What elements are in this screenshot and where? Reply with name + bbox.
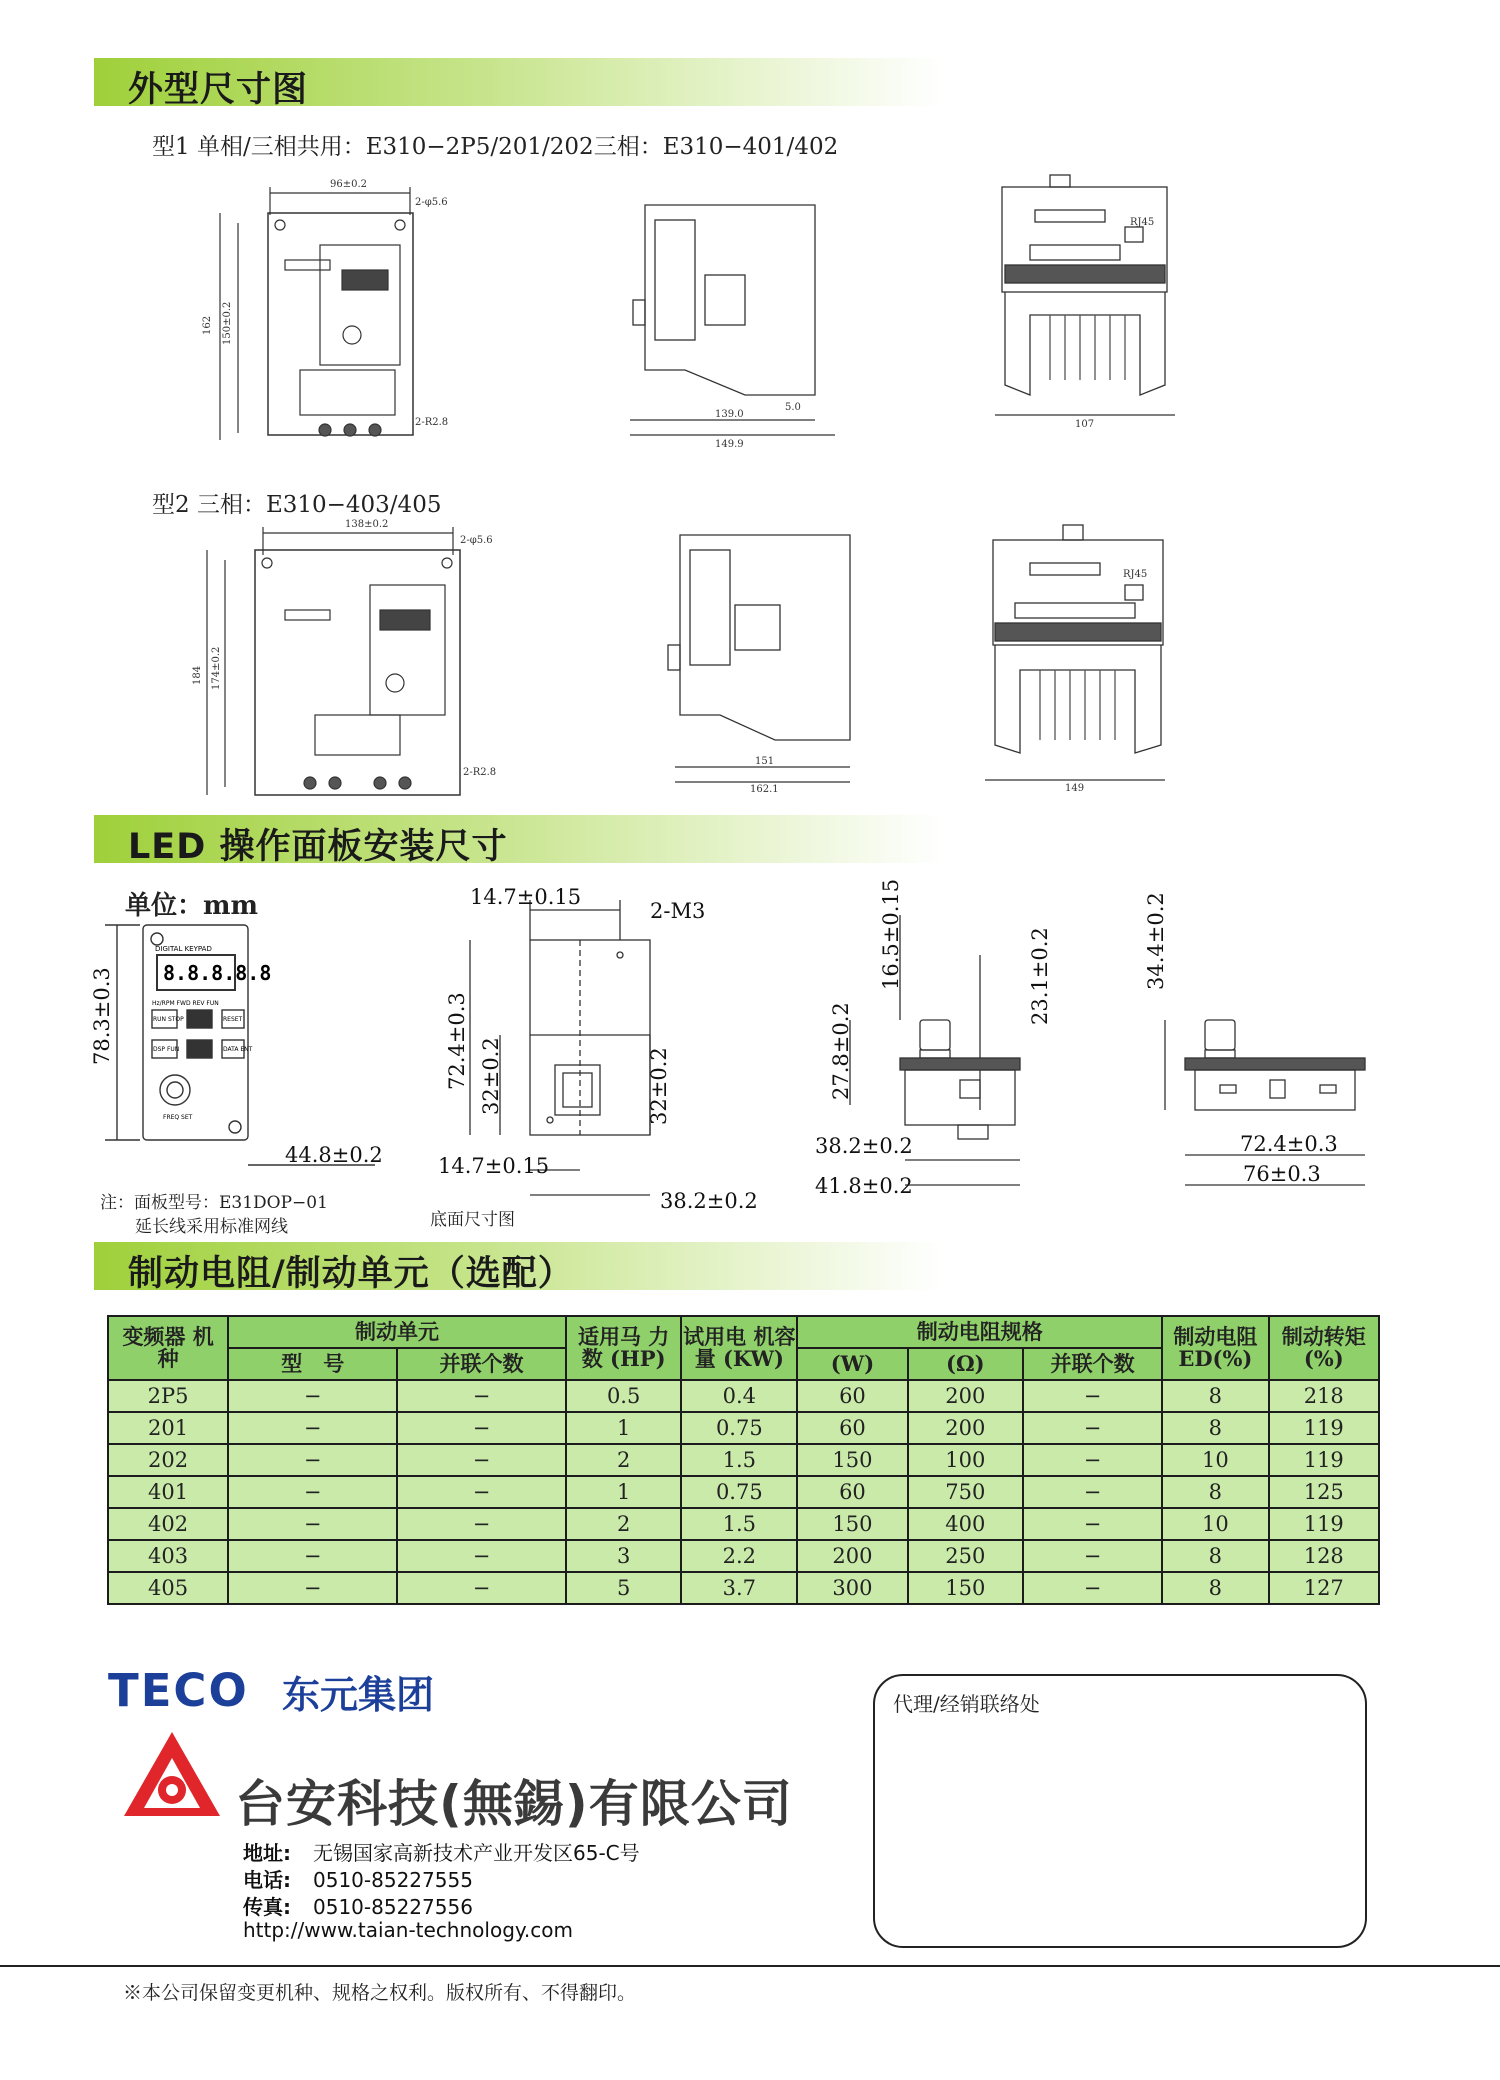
type2-front-drawing [192,515,497,805]
fax-line [243,1891,473,1920]
website-link[interactable]: http://www.taian-technology.com [243,1918,573,1942]
cell-ohm: 150 [908,1572,1023,1604]
cell-w: 60 [797,1412,907,1444]
cell-type: − [228,1508,397,1540]
cell-ed: 8 [1162,1412,1268,1444]
cell-w: 60 [797,1380,907,1412]
cell-torque: 128 [1269,1540,1380,1572]
cell-model: 2P5 [108,1380,228,1412]
keypad-side-b-drawing [1140,892,1385,1205]
section-title: LED 操作面板安装尺寸 [128,827,508,867]
cell-hp: 0.5 [566,1380,682,1412]
cell-model: 405 [108,1572,228,1604]
th-unit: 制动单元 [228,1316,566,1348]
agent-contact-box [873,1674,1367,1948]
address-line [243,1837,640,1866]
th-model: 变频器 机 种 [108,1316,228,1380]
cell-kw: 0.75 [681,1476,797,1508]
th-unit-type: 型 号 [228,1348,397,1380]
cell-rpar: − [1023,1476,1162,1508]
cell-w: 60 [797,1476,907,1508]
cell-ed: 8 [1162,1476,1268,1508]
cell-model: 401 [108,1476,228,1508]
t1-side-gap: 5.0 [785,402,801,413]
cell-ohm: 750 [908,1476,1023,1508]
taian-logo-icon [120,1728,225,1820]
panel-height: 78.3±0.3 [90,967,114,1065]
th-torque: 制动转矩 (%) [1269,1316,1380,1380]
th-hp: 适用马 力 数 (HP) [566,1316,682,1380]
copyright-note: ※本公司保留变更机种、规格之权利。版权所有、不得翻印。 [123,1982,637,2004]
cell-type: − [228,1476,397,1508]
cell-hp: 1 [566,1476,682,1508]
t1-side-depth2: 149.9 [715,439,744,450]
keypad-label: DIGITAL KEYPAD [155,945,212,953]
cell-ohm: 200 [908,1380,1023,1412]
cell-type: − [228,1380,397,1412]
cell-model: 403 [108,1540,228,1572]
run-stop-key: RUN STOP [153,1016,184,1023]
cell-type: − [228,1412,397,1444]
cell-kw: 1.5 [681,1444,797,1476]
cell-kw: 0.4 [681,1380,797,1412]
cutout-width: 38.2±0.2 [660,1189,758,1213]
cell-rpar: − [1023,1572,1162,1604]
t2-front-slot: 2-R2.8 [463,767,497,778]
cutout-screw: 2-M3 [650,899,706,923]
type2-label: 型2 三相：E310−403/405 [152,492,442,518]
brake-table [107,1315,1380,1605]
cell-rpar: − [1023,1380,1162,1412]
side-a-w1: 38.2±0.2 [815,1134,913,1158]
th-res-spec: 制动电阻规格 [797,1316,1162,1348]
side-a-h2: 27.8±0.2 [829,1002,853,1100]
cell-torque: 119 [1269,1412,1380,1444]
t1-bottom-width: 107 [1075,419,1095,430]
keypad-display: 8.8.8.8.8 [163,961,272,985]
table-row [108,1508,1379,1540]
cell-par: − [397,1444,566,1476]
cell-ed: 8 [1162,1540,1268,1572]
t1-front-slot: 2-R2.8 [415,417,449,428]
cell-par: − [397,1540,566,1572]
bottom-view-label: 底面尺寸图 [430,1210,515,1230]
section-title: 制动电阻/制动单元（选配） [128,1254,574,1294]
cell-torque: 125 [1269,1476,1380,1508]
cutout-top-dim: 14.7±0.15 [470,885,582,909]
cell-rpar: − [1023,1540,1162,1572]
agent-label: 代理/经销联络处 [893,1692,1040,1716]
cell-rpar: − [1023,1444,1162,1476]
table-row [108,1476,1379,1508]
tel-value: 0510-85227555 [313,1868,473,1892]
cell-kw: 0.75 [681,1412,797,1444]
t1-front-inner-height: 150±0.2 [222,301,233,345]
cell-kw: 3.7 [681,1572,797,1604]
cell-hp: 5 [566,1572,682,1604]
side-a-h1: 23.1±0.2 [1028,927,1052,1025]
t1-front-width: 96±0.2 [330,179,368,190]
section-title: 外型尺寸图 [128,70,309,110]
cell-kw: 1.5 [681,1508,797,1540]
cell-type: − [228,1572,397,1604]
t2-front-height: 184 [192,665,203,685]
data-ent-key: DATA ENT [223,1046,253,1053]
cell-torque: 218 [1269,1380,1380,1412]
th-res-parallel: 并联个数 [1023,1348,1162,1380]
cutout-height: 72.4±0.3 [445,992,469,1090]
cell-par: − [397,1380,566,1412]
t1-bottom-port: RJ45 [1130,217,1155,228]
t2-side-depth2: 162.1 [750,784,779,795]
unit-label: 单位：mm [125,891,259,921]
cell-model: 402 [108,1508,228,1540]
table-row [108,1412,1379,1444]
t2-front-inner-height: 174±0.2 [211,646,222,690]
cell-w: 150 [797,1444,907,1476]
keypad-indicators: Hz/RPM FWD REV FUN [152,1000,219,1007]
address-label: 地址: [243,1841,291,1865]
panel-cutout-drawing [420,880,760,1215]
th-res-w: (W) [797,1348,907,1380]
side-b-w2: 76±0.3 [1243,1162,1321,1186]
cell-torque: 119 [1269,1444,1380,1476]
cell-ohm: 250 [908,1540,1023,1572]
cell-type: − [228,1444,397,1476]
cell-kw: 2.2 [681,1540,797,1572]
cell-ed: 10 [1162,1508,1268,1540]
table-row [108,1540,1379,1572]
type1-front-drawing [200,175,460,450]
cell-w: 200 [797,1540,907,1572]
cell-model: 202 [108,1444,228,1476]
company-name: 台安科技(無錫)有限公司 [235,1775,793,1833]
table-row [108,1572,1379,1604]
cell-rpar: − [1023,1412,1162,1444]
cell-ohm: 400 [908,1508,1023,1540]
t1-front-height: 162 [202,315,213,335]
type2-side-drawing [660,530,865,795]
section-header-brake [94,1242,944,1294]
side-b-w1: 72.4±0.3 [1240,1132,1338,1156]
cell-w: 150 [797,1508,907,1540]
th-unit-parallel: 并联个数 [397,1348,566,1380]
th-res-ohm: (Ω) [908,1348,1023,1380]
keypad-side-a-drawing [810,878,1052,1205]
fax-value: 0510-85227556 [313,1895,473,1919]
cell-ohm: 100 [908,1444,1023,1476]
teco-cn-logo: 东元集团 [282,1673,435,1717]
cell-hp: 2 [566,1444,682,1476]
keypad-front-drawing [90,915,395,1167]
side-b-top-dim: 34.4±0.2 [1144,892,1168,990]
dsp-fun-key: DSP FUN [153,1046,180,1053]
type1-bottom-drawing [990,165,1185,430]
side-a-top-dim: 16.5±0.15 [879,878,903,990]
t2-side-depth1: 151 [755,756,775,767]
cell-hp: 3 [566,1540,682,1572]
reset-key: RESET [223,1016,243,1023]
fax-label: 传真: [243,1895,291,1919]
t2-bottom-width: 149 [1065,783,1085,794]
cutout-hole-right: 32±0.2 [647,1047,671,1125]
cutout-hole-left: 32±0.2 [479,1037,503,1115]
cell-ohm: 200 [908,1412,1023,1444]
th-kw: 试用电 机容量 (KW) [681,1316,797,1380]
type1-side-drawing [625,195,845,450]
t1-side-depth1: 139.0 [715,409,744,420]
t2-bottom-port: RJ45 [1123,569,1148,580]
cell-par: − [397,1412,566,1444]
th-ed: 制动电阻 ED(%) [1162,1316,1268,1380]
note-line1: 注：面板型号：E31DOP−01 [100,1193,328,1213]
cell-type: − [228,1540,397,1572]
cell-w: 300 [797,1572,907,1604]
address-value: 无锡国家高新技术产业开发区65-C号 [313,1841,640,1865]
side-a-w2: 41.8±0.2 [815,1174,913,1198]
teco-logo: TECO [108,1664,249,1717]
cell-ed: 10 [1162,1444,1268,1476]
type2-bottom-drawing [985,515,1170,795]
cell-hp: 1 [566,1412,682,1444]
cell-torque: 127 [1269,1572,1380,1604]
footer-divider [0,1965,1500,1967]
tel-line [243,1864,473,1893]
cell-par: − [397,1508,566,1540]
section-header-outline [94,58,944,110]
cell-ed: 8 [1162,1572,1268,1604]
cell-hp: 2 [566,1508,682,1540]
t2-front-width: 138±0.2 [345,519,389,530]
freq-set-label: FREQ SET [163,1114,193,1121]
type1-label: 型1 单相/三相共用：E310−2P5/201/202三相：E310−401/402 [152,134,839,160]
table-row [108,1380,1379,1412]
t1-front-hole: 2-φ5.6 [415,197,448,208]
t2-front-hole: 2-φ5.6 [460,535,493,546]
table-row [108,1444,1379,1476]
cell-rpar: − [1023,1508,1162,1540]
cell-ed: 8 [1162,1380,1268,1412]
cell-model: 201 [108,1412,228,1444]
note-line2: 延长线采用标准网线 [135,1217,288,1237]
panel-width: 44.8±0.2 [285,1143,383,1167]
cutout-bottom-dim: 14.7±0.15 [438,1154,550,1178]
cell-par: − [397,1476,566,1508]
cell-torque: 119 [1269,1508,1380,1540]
cell-par: − [397,1572,566,1604]
tel-label: 电话: [243,1868,291,1892]
section-header-led [94,815,944,867]
